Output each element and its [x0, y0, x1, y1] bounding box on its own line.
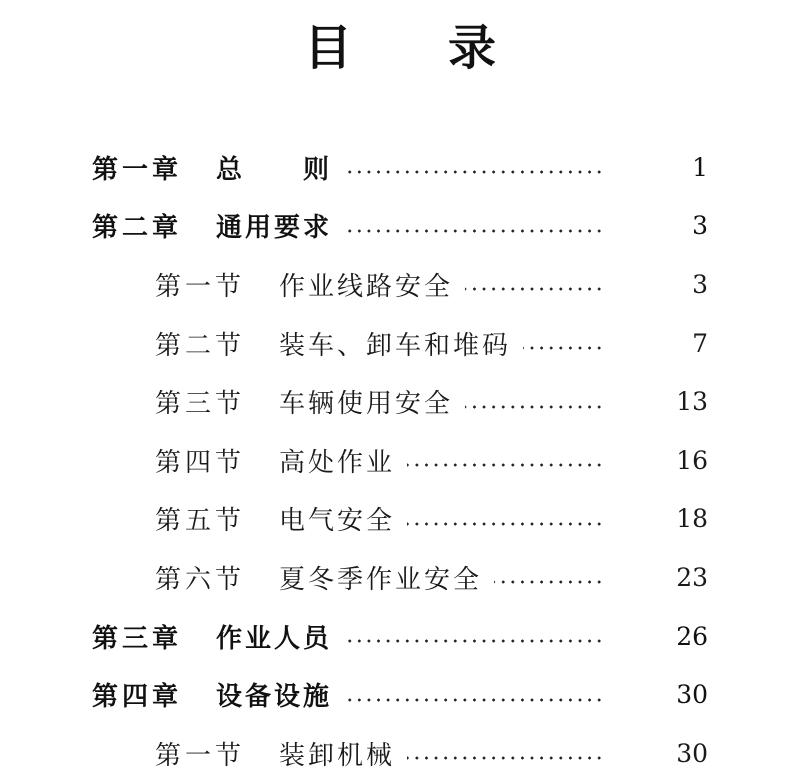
- chapter-number: 第二章: [92, 213, 183, 244]
- page-number: 3: [692, 211, 708, 241]
- section-number: 第三节: [155, 389, 246, 420]
- chapter-number: 第一章: [92, 154, 183, 185]
- chapter-number: 第三章: [92, 623, 183, 654]
- page-number: 3: [692, 269, 708, 299]
- section-title: 夏冬季作业安全: [279, 564, 483, 595]
- section-title: 高处作业: [279, 447, 396, 478]
- dot-leader: [344, 698, 604, 702]
- toc-chapter-entry[interactable]: [0, 197, 800, 256]
- toc-section-entry[interactable]: [0, 724, 800, 783]
- dot-leader: [344, 639, 604, 643]
- dot-leader: [344, 170, 604, 174]
- toc-section-entry[interactable]: [0, 548, 800, 607]
- page-number: 23: [676, 562, 708, 592]
- section-title: 装车、卸车和堆码: [279, 330, 512, 361]
- page-number: 30: [676, 738, 708, 768]
- page-number: 16: [676, 445, 708, 475]
- section-title: 装卸机械: [279, 740, 396, 771]
- dot-leader: [407, 463, 604, 467]
- section-title: 电气安全: [279, 506, 396, 537]
- page-number: 30: [676, 680, 708, 710]
- dot-leader: [523, 346, 604, 350]
- page-number: 13: [676, 387, 708, 417]
- toc-chapter-entry[interactable]: [0, 665, 800, 724]
- section-number: 第五节: [155, 506, 246, 537]
- dot-leader: [407, 756, 604, 760]
- page-number: 7: [692, 328, 708, 358]
- section-title: 车辆使用安全: [279, 389, 454, 420]
- page-number: 26: [676, 621, 708, 651]
- dot-leader: [344, 229, 604, 233]
- toc-section-entry[interactable]: [0, 255, 800, 314]
- chapter-number: 第四章: [92, 682, 183, 713]
- dot-leader: [465, 405, 604, 409]
- chapter-title: 总 则: [216, 154, 333, 185]
- toc-chapter-entry[interactable]: [0, 607, 800, 666]
- dot-leader: [465, 287, 604, 291]
- chapter-title: 设备设施: [216, 682, 333, 713]
- dot-leader: [494, 580, 604, 584]
- page-number: 18: [676, 504, 708, 534]
- toc-chapter-entry[interactable]: [0, 138, 800, 197]
- table-of-contents: [0, 138, 800, 783]
- section-title: 作业线路安全: [279, 271, 454, 302]
- chapter-title: 作业人员: [216, 623, 333, 654]
- toc-section-entry[interactable]: [0, 372, 800, 431]
- page-title-char: 目: [303, 20, 352, 76]
- page-title: [0, 18, 800, 78]
- section-number: 第四节: [155, 447, 246, 478]
- toc-section-entry[interactable]: [0, 314, 800, 373]
- section-number: 第六节: [155, 564, 246, 595]
- dot-leader: [407, 522, 604, 526]
- page-number: 1: [692, 152, 708, 182]
- section-number: 第一节: [155, 271, 246, 302]
- toc-section-entry[interactable]: [0, 431, 800, 490]
- section-number: 第二节: [155, 330, 246, 361]
- chapter-title: 通用要求: [216, 213, 333, 244]
- page-title-char: 录: [448, 20, 497, 76]
- section-number: 第一节: [155, 740, 246, 771]
- toc-section-entry[interactable]: [0, 490, 800, 549]
